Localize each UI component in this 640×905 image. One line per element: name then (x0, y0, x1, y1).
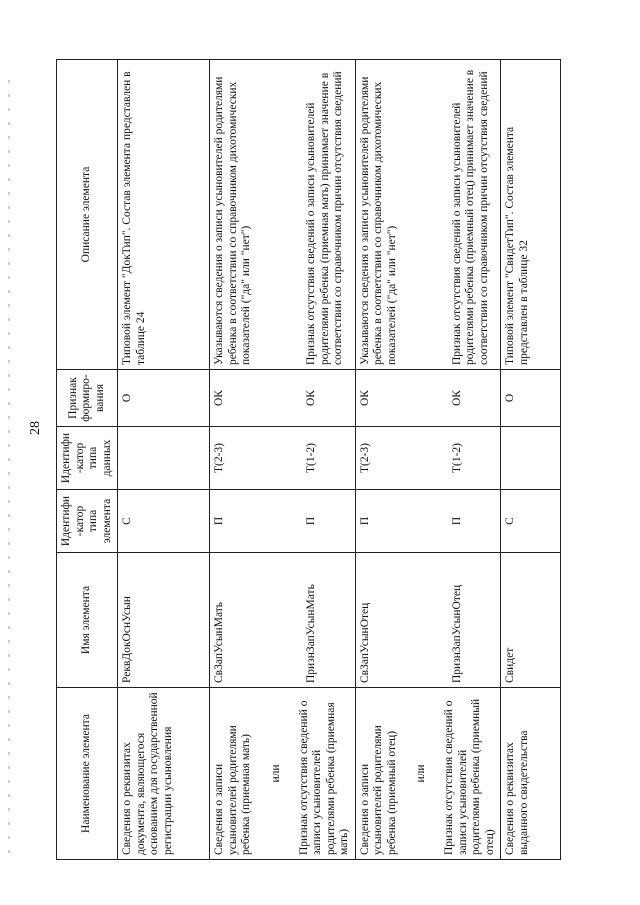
table-row (501, 60, 561, 860)
cell-element-name-group (210, 688, 356, 860)
cell-element-type-group (210, 490, 356, 553)
cell-element-type: С (118, 490, 210, 553)
table-frame (56, 60, 541, 860)
cell-element-description: Указываются сведения о записи усыновителей родителями ребенка в соответствии со справочником дихотомических показателей ("да" или "нет") (358, 76, 398, 365)
or-separator: или (415, 764, 428, 783)
table-row (118, 60, 210, 860)
cell-data-type (118, 427, 210, 490)
cell-element-ident: СвЗапУсынОтец (358, 602, 371, 683)
page-number: 28 (28, 421, 43, 435)
cell-element-type: П (305, 516, 318, 526)
cell-formation-flag: О (118, 370, 210, 427)
cell-formation-flag: О (501, 370, 561, 427)
cell-formation-flag: ОК (305, 390, 318, 406)
cell-data-type (501, 427, 561, 490)
cell-data-type: Т(2-3) (358, 443, 371, 474)
cell-element-name: Сведения о записи усыновителей родителями ребенка (приемная мать) (213, 725, 253, 855)
cell-element-name-group (355, 688, 501, 860)
cell-element-description: Указываются сведения о записи усыновителей родителями ребенка в соответствии со справочником дихотомических показателей ("да" или "нет") (213, 76, 253, 365)
header-element-description: Описание элемента (57, 60, 118, 370)
cell-data-type: Т(1-2) (305, 443, 318, 474)
cell-formation-flag: ОК (213, 390, 226, 406)
cell-element-description: Типовой элемент "ДокТип". Состав элемента представлен в таблице 24 (118, 60, 210, 370)
header-formation-flag: Признак формиро-вания (57, 370, 118, 427)
table-row (210, 60, 356, 860)
elements-table (56, 59, 561, 860)
cell-element-type: П (213, 516, 226, 526)
cell-element-description-group (355, 60, 501, 370)
cell-element-description: Типовой элемент "СвидетТип". Состав элемента представлен в таблице 32 (501, 60, 561, 370)
cell-element-name: Сведения о реквизитах выданного свидетельства (501, 688, 561, 860)
cell-element-ident-group (355, 553, 501, 688)
cell-formation-flag-group (355, 370, 501, 427)
cell-data-type-group (355, 427, 501, 490)
cell-element-ident: РеквДокОснУсын (118, 553, 210, 688)
cell-element-name: Сведения о записи усыновителей родителями ребенка (приемный отец) (358, 725, 398, 855)
cell-element-ident: ПризнЗапУсынМать (305, 584, 318, 683)
header-element-name: Наименование элемента (57, 688, 118, 860)
table-row (355, 60, 501, 860)
cell-element-description-group (210, 60, 356, 370)
cell-element-ident: СвЗапУсынМать (213, 601, 226, 683)
cell-element-ident: Свидет (501, 553, 561, 688)
cell-formation-flag: ОК (450, 390, 463, 406)
cell-element-name: Признак отсутствия сведений о записи усыновителей родителями ребенка (приемный отец) (443, 698, 496, 855)
cell-element-ident: ПризнЗапУсынОтец (450, 584, 463, 683)
cell-data-type: Т(1-2) (450, 443, 463, 474)
header-element-type: Идентифи-катор типа элемента (57, 490, 118, 553)
cell-element-type: П (450, 516, 463, 526)
cell-element-name: Сведения о реквизитах документа, являющегося основанием для государственной регистрации усыновления (118, 688, 210, 860)
cell-element-type: П (358, 516, 371, 526)
header-data-type: Идентифи-катор типа данных (57, 427, 118, 490)
table-header-row (57, 60, 118, 860)
cell-element-ident-group (210, 553, 356, 688)
cell-formation-flag-group (210, 370, 356, 427)
cell-data-type: Т(2-3) (213, 443, 226, 474)
cell-data-type-group (210, 427, 356, 490)
table-rotator (56, 60, 541, 860)
cell-element-description: Признак отсутствия сведений о записи усыновителей родителями ребенка (приемная мать) принимает значение в соответствии со справочником причин отсутствия сведений (305, 71, 345, 365)
cell-formation-flag: ОК (358, 390, 371, 406)
cell-element-description: Признак отсутствия сведений о записи усыновителей родителями ребенка (приемный отец) принимает значение в соответствии со справочником причин отсутствия сведений (450, 69, 490, 365)
or-separator: или (269, 764, 282, 783)
cell-element-type-group (355, 490, 501, 553)
cell-element-name: Признак отсутствия сведений о записи усыновителей родителями ребенка (приемная мать) (297, 700, 351, 855)
header-element-ident: Имя элемента (57, 553, 118, 688)
scan-edge-mark (8, 80, 10, 860)
cell-element-type: С (501, 490, 561, 553)
